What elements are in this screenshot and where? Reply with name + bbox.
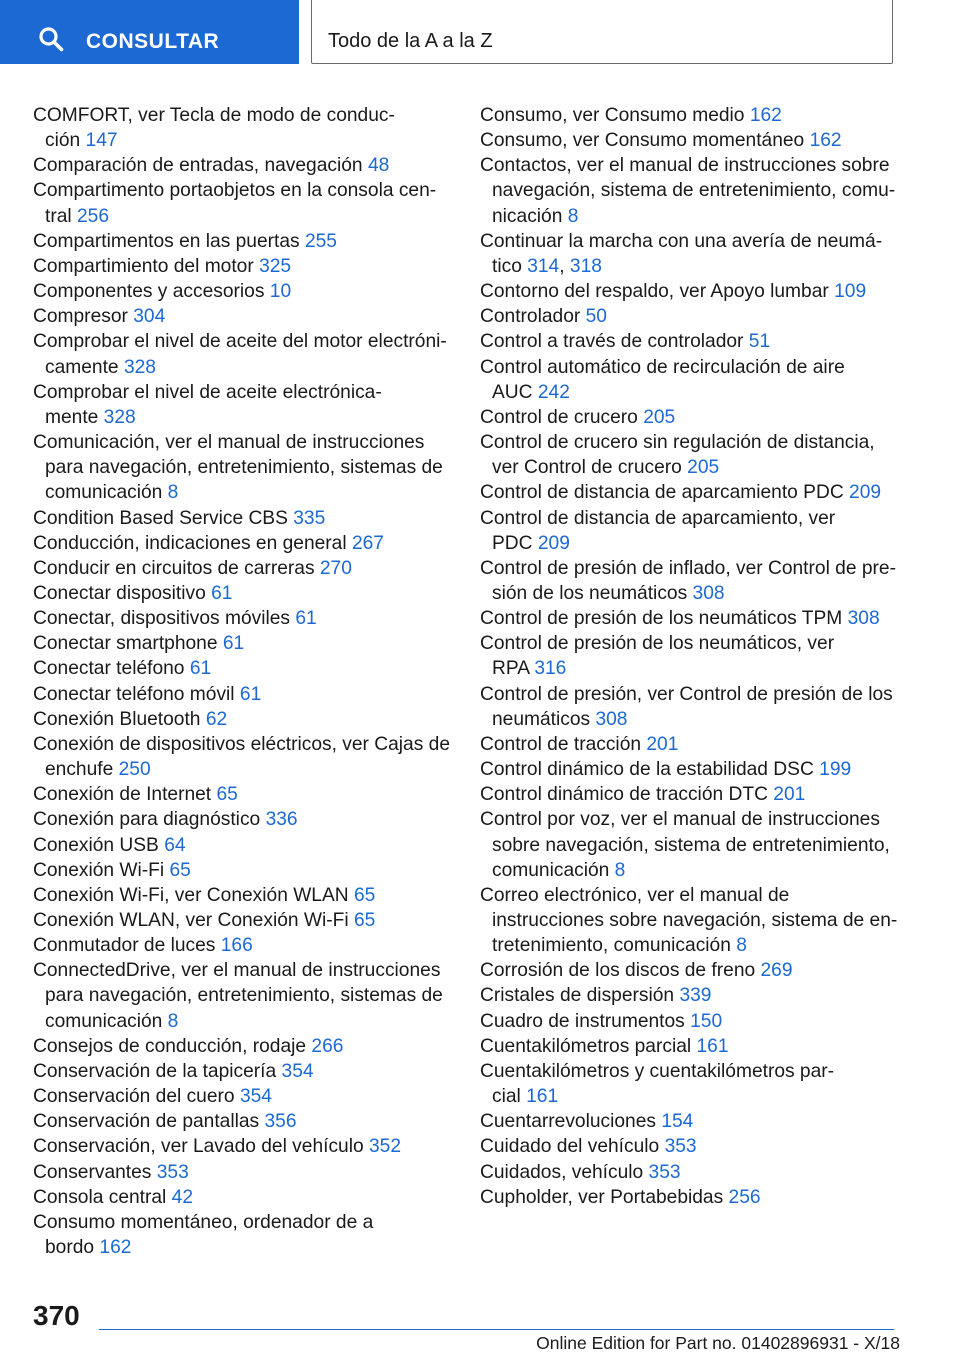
index-entry (480, 480, 900, 505)
index-term: Control automático de recirculación de aire AUC (480, 356, 845, 403)
index-term: Control de presión de los neumáticos, ver RPA (480, 633, 835, 680)
index-entry (33, 707, 453, 732)
page-link[interactable]: 42 (171, 1186, 194, 1208)
index-entry (33, 833, 453, 858)
index-term: Comprobar el nivel de aceite electrónica- mente (33, 381, 382, 428)
index-term: Control de distancia de aparcamiento PDC (480, 482, 844, 504)
page-link[interactable]: 353 (664, 1136, 697, 1158)
index-entry (480, 279, 900, 304)
index-term: Consejos de conducción, rodaje (33, 1035, 307, 1057)
page-link[interactable]: 256 (77, 205, 110, 227)
page-link[interactable]: 316 (534, 658, 567, 680)
index-term: Contorno del respaldo, ver Apoyo lumbar (480, 281, 829, 303)
index-entry (33, 958, 453, 1033)
index-entry (33, 304, 453, 329)
page-link[interactable]: 162 (749, 105, 782, 126)
page-link[interactable]: 61 (239, 683, 262, 705)
index-entry (33, 606, 453, 631)
index-entry (33, 1084, 453, 1109)
index-term: Control de presión, ver Control de presión de los neumáticos (480, 683, 893, 730)
page-link[interactable]: 161 (696, 1035, 729, 1057)
index-term: Conexión Bluetooth (33, 708, 201, 730)
index-entry (480, 405, 900, 430)
index-entry (33, 229, 453, 254)
index-entry (33, 1059, 453, 1084)
index-term: Cuadro de instrumentos (480, 1010, 685, 1032)
index-entry (33, 329, 453, 379)
index-entry (480, 355, 900, 405)
index-term: Cuidado del vehículo (480, 1136, 660, 1158)
index-entry (480, 1009, 900, 1034)
page-link[interactable]: 314 (527, 255, 560, 277)
index-entry (33, 782, 453, 807)
index-term: Controlador (480, 306, 581, 328)
page-link[interactable]: 356 (264, 1111, 297, 1133)
index-entry (480, 983, 900, 1008)
index-term: Control de distancia de aparcamiento, ver PDC (480, 507, 836, 554)
tab-todo-a-z[interactable] (311, 0, 893, 64)
index-term: Correo electrónico, ver el manual de instrucciones sobre navegación, sistema de en- tretenimiento, comunicación (480, 884, 898, 957)
index-term: Conservación, ver Lavado del vehículo (33, 1136, 364, 1158)
index-term: Consumo, ver Consumo medio (480, 105, 745, 126)
page-link[interactable]: 8 (614, 859, 626, 881)
index-term: Conservación de pantallas (33, 1111, 260, 1133)
index-entry (480, 606, 900, 631)
index-entry (480, 556, 900, 606)
index-term: ConnectedDrive, ver el manual de instrucciones para navegación, entretenimiento, sistemas de comunicación (33, 960, 443, 1032)
index-entry (480, 329, 900, 354)
index-entry (33, 631, 453, 656)
page-link[interactable]: 8 (167, 482, 179, 504)
page-link[interactable]: 8 (167, 1010, 179, 1032)
page-link[interactable]: 354 (281, 1060, 314, 1082)
page-link[interactable]: 8 (567, 205, 579, 227)
index-term: Cuentakilómetros parcial (480, 1035, 692, 1057)
search-icon (38, 26, 64, 52)
index-term: Cupholder, ver Portabebidas (480, 1186, 724, 1208)
consultar-label: CONSULTAR (86, 30, 220, 53)
index-term: Conexión WLAN, ver Conexión Wi-Fi (33, 910, 349, 931)
index-term: Componentes y accesorios (33, 281, 265, 303)
page-link[interactable]: 64 (164, 834, 186, 856)
page-link[interactable]: 50 (585, 306, 607, 328)
index-entry (480, 506, 900, 556)
index-entry (33, 1134, 453, 1159)
index-term: Conexión Wi-Fi, ver Conexión WLAN (33, 884, 349, 906)
index-term: Conexión Wi-Fi (33, 859, 165, 881)
index-term: Control a través de controlador (480, 331, 744, 353)
page-link[interactable]: 166 (220, 935, 253, 957)
page-link[interactable]: 162 (809, 130, 842, 152)
index-term: Conexión de dispositivos eléctricos, ver Cajas de enchufe (33, 733, 451, 781)
index-term: Conducir en circuitos de carreras (33, 557, 315, 579)
index-term: Consumo momentáneo, ordenador de a bordo (33, 1211, 374, 1259)
page-link[interactable]: 209 (849, 482, 882, 504)
page-link[interactable]: 201 (773, 784, 806, 806)
page-link[interactable]: 255 (304, 230, 337, 252)
index-term: Conservación del cuero (33, 1086, 235, 1108)
index-entry (33, 254, 453, 279)
index-entry (33, 883, 453, 908)
index-entry (480, 757, 900, 782)
page-link[interactable]: 339 (679, 985, 712, 1007)
index-term: Conectar smartphone (33, 633, 218, 655)
tab-label: Todo de la A a la Z (328, 30, 493, 52)
page-link[interactable]: 201 (646, 733, 679, 755)
page-link[interactable]: 10 (269, 281, 292, 303)
index-term: Contactos, ver el manual de instrucciones sobre navegación, sistema de entretenimiento, comu- nicación (480, 155, 896, 227)
index-entry (33, 556, 453, 581)
index-entry (33, 178, 453, 228)
index-entry (480, 1034, 900, 1059)
index-term: Conectar teléfono (33, 658, 185, 680)
page-link[interactable]: 65 (353, 884, 376, 906)
index-entry (480, 430, 900, 480)
index-entry (480, 1185, 900, 1210)
index-entry (480, 1059, 900, 1109)
index-column-right (480, 103, 900, 1210)
index-term: Conducción, indicaciones en general (33, 532, 347, 554)
index-term: Conmutador de luces (33, 935, 216, 957)
page-link[interactable]: 242 (537, 381, 570, 403)
index-entry (33, 531, 453, 556)
footer-divider (99, 1329, 894, 1330)
index-entry (33, 1210, 453, 1260)
index-entry (480, 153, 900, 228)
page-link[interactable]: 61 (295, 608, 317, 630)
page-link[interactable]: 61 (222, 633, 245, 655)
page-link[interactable]: 328 (123, 356, 156, 378)
index-term: Corrosión de los discos de freno (480, 960, 756, 982)
index-entry (480, 103, 900, 128)
index-entry (33, 506, 453, 531)
page-link[interactable]: 209 (537, 532, 570, 554)
page-link[interactable]: 8 (736, 935, 747, 957)
page-link[interactable]: 147 (85, 130, 118, 152)
index-entry (33, 933, 453, 958)
page-link[interactable]: 62 (205, 708, 228, 730)
index-term: Comprobar el nivel de aceite del motor electróni- camente (33, 331, 447, 378)
page-link[interactable]: 48 (367, 155, 390, 177)
index-entry (480, 782, 900, 807)
index-term: Control dinámico de la estabilidad DSC (480, 759, 814, 781)
index-term: Cuentakilómetros y cuentakilómetros par- cial (480, 1060, 835, 1108)
page-link[interactable]: 162 (99, 1237, 132, 1259)
index-entry (33, 1109, 453, 1134)
index-entry (33, 153, 453, 178)
index-term: Control de presión de los neumáticos TPM (480, 608, 843, 630)
page-link[interactable]: 267 (351, 532, 384, 554)
page-link[interactable]: 308 (595, 708, 628, 730)
index-entry (33, 1160, 453, 1185)
page-link[interactable]: 199 (819, 759, 852, 781)
page-link[interactable]: 318 (569, 255, 602, 277)
index-term: Conservación de la tapicería (33, 1060, 277, 1082)
index-term: Compartimento portaobjetos en la consola cen- tral (33, 180, 437, 227)
index-entry (33, 1185, 453, 1210)
page-link[interactable]: 352 (369, 1136, 402, 1158)
index-term: Conectar teléfono móvil (33, 683, 235, 705)
page-number: 370 (33, 1300, 80, 1331)
consultar-button[interactable] (0, 0, 299, 64)
edition-footer: Online Edition for Part no. 01402896931 - X/18 (536, 1333, 900, 1353)
index-entry (480, 128, 900, 153)
page-link[interactable]: 353 (648, 1161, 681, 1183)
index-term: Conectar dispositivo (33, 582, 206, 604)
index-term: Conexión USB (33, 834, 159, 856)
index-term: Consola central (33, 1186, 167, 1208)
index-term: Cuidados, vehículo (480, 1161, 644, 1183)
index-entry (33, 908, 453, 933)
index-term: Compresor (33, 306, 128, 328)
page-link[interactable]: 354 (239, 1086, 272, 1108)
index-term: Control dinámico de tracción DTC (480, 784, 768, 806)
page-link[interactable]: 270 (319, 557, 352, 579)
page-link[interactable]: 325 (259, 255, 292, 277)
index-entry (480, 958, 900, 983)
index-entry (33, 807, 453, 832)
index-entry (480, 732, 900, 757)
page-link[interactable]: 154 (661, 1111, 694, 1133)
page-link[interactable]: 61 (211, 582, 233, 604)
index-entry: Continuar la marcha con una avería de neumá- tico 314, 318 (480, 230, 883, 277)
page-link[interactable]: 51 (748, 331, 771, 353)
index-entry (33, 682, 453, 707)
index-term: Control de tracción (480, 733, 642, 755)
top-navigation-bar (0, 0, 960, 66)
page-link[interactable]: 250 (118, 759, 151, 781)
index-entry (480, 304, 900, 329)
index-term: Conexión de Internet (33, 784, 212, 806)
index-term: Comunicación, ver el manual de instrucciones para navegación, entretenimiento, sistemas de comunicación (33, 432, 443, 504)
index-term: Condition Based Service CBS (33, 507, 288, 529)
index-entry (33, 858, 453, 883)
index-entry (33, 581, 453, 606)
index-term: Control de crucero sin regulación de distancia, ver Control de crucero (480, 432, 875, 479)
index-term: Control de presión de inflado, ver Control de pre- sión de los neumáticos (480, 557, 896, 604)
page-link[interactable]: 308 (847, 608, 880, 630)
index-entry (33, 279, 453, 304)
index-entry (33, 103, 453, 153)
index-term: Comparación de entradas, navegación (33, 155, 363, 177)
page-link[interactable]: 336 (265, 809, 298, 831)
index-term: Cristales de dispersión (480, 985, 675, 1007)
index-column-left (33, 103, 453, 1260)
page-link[interactable]: 205 (643, 406, 676, 428)
index-term: Control de crucero (480, 406, 638, 428)
page-link[interactable]: 308 (692, 582, 725, 604)
index-term: Conexión para diagnóstico (33, 809, 261, 831)
page-link[interactable]: 353 (156, 1161, 189, 1183)
index-entry (480, 1134, 900, 1159)
page-link[interactable]: 205 (687, 457, 720, 479)
index-entry (480, 682, 900, 732)
index-term: COMFORT, ver Tecla de modo de conduc- ción (33, 105, 395, 152)
index-term: Compartimentos en las puertas (33, 230, 300, 252)
index-entry (33, 1034, 453, 1059)
index-term: Consumo, ver Consumo momentáneo (480, 130, 805, 152)
page-link[interactable]: 109 (834, 281, 867, 303)
index-term: Control por voz, ver el manual de instrucciones sobre navegación, sistema de entretenimiento, comunicación (480, 809, 890, 881)
page-link[interactable]: 65 (169, 859, 191, 881)
index-term: Conectar, dispositivos móviles (33, 608, 291, 630)
page-link[interactable]: 65 (353, 910, 376, 931)
index-entry (33, 430, 453, 505)
index-entry (480, 883, 900, 958)
page-link[interactable]: 335 (293, 507, 326, 529)
page-link[interactable]: 269 (760, 960, 793, 982)
index-term: Continuar la marcha con una avería de neumá- tico (480, 230, 883, 277)
page-link[interactable]: 61 (189, 658, 212, 680)
page-link[interactable]: 150 (690, 1010, 723, 1032)
index-entry (480, 1109, 900, 1134)
index-entry (33, 380, 453, 430)
page-link[interactable]: 256 (728, 1186, 761, 1208)
page-link[interactable]: 161 (526, 1086, 559, 1108)
index-term: Conservantes (33, 1161, 152, 1183)
index-entry (33, 656, 453, 681)
page-link[interactable]: 65 (216, 784, 238, 806)
index-term: Cuentarrevoluciones (480, 1111, 656, 1133)
page-link[interactable]: 266 (311, 1035, 344, 1057)
index-term: Compartimiento del motor (33, 255, 254, 277)
index-entry (480, 807, 900, 882)
index-entry (33, 732, 453, 782)
index-entry (480, 1160, 900, 1185)
page-link[interactable]: 328 (103, 406, 136, 428)
page-link[interactable]: 304 (133, 306, 166, 328)
index-entry (480, 631, 900, 681)
